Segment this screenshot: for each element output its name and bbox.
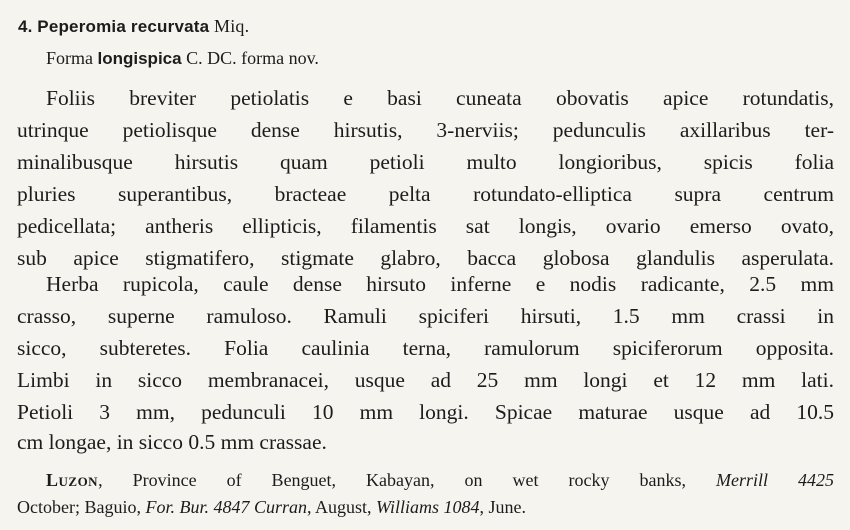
description-line: sicco, subteretes. Folia caulinia terna, ramulorum spiciferorum opposita. bbox=[17, 336, 834, 360]
latin-line: utrinque petiolisque dense hirsutis, 3-nerviis; pedunculis axillaribus ter- bbox=[17, 118, 834, 142]
species-author: Miq. bbox=[213, 16, 250, 36]
latin-line: Foliis breviter petiolatis e basi cuneata obovatis apice rotundatis, bbox=[46, 86, 834, 110]
forma-name: longispica bbox=[97, 49, 182, 68]
species-heading bbox=[18, 16, 249, 37]
forma-heading bbox=[46, 48, 319, 69]
description-line: crasso, superne ramuloso. Ramuli spiciferi hirsuti, 1.5 mm crassi in bbox=[17, 304, 834, 328]
description-line: Herba rupicola, caule dense hirsuto inferne e nodis radicante, 2.5 mm bbox=[46, 272, 834, 296]
citation-text: October; Baguio, bbox=[17, 497, 141, 517]
latin-line: minalibusque hirsutis quam petioli multo longioribus, spicis folia bbox=[17, 150, 834, 174]
citation-text: , Province of Benguet, Kabayan, on wet rocky banks, bbox=[98, 470, 686, 490]
species-number: 4. bbox=[18, 17, 33, 36]
latin-line: sub apice stigmatifero, stigmate glabro, bacca globosa glandulis asperulata. bbox=[17, 246, 834, 270]
species-name: Peperomia recurvata bbox=[37, 17, 210, 36]
citation-text: , August, bbox=[307, 497, 372, 517]
collector-number: Merrill 4425 bbox=[716, 470, 835, 490]
description-line: Limbi in sicco membranacei, usque ad 25 mm longi et 12 mm lati. bbox=[17, 368, 834, 392]
description-line: Petioli 3 mm, pedunculi 10 mm longi. Spicae maturae usque ad 10.5 bbox=[17, 400, 834, 424]
citation-line bbox=[46, 468, 834, 492]
citation-locality: Luzon bbox=[46, 470, 99, 490]
citation-line bbox=[17, 495, 834, 519]
latin-line: pedicellata; antheris ellipticis, filamentis sat longis, ovario emerso ovato, bbox=[17, 214, 834, 238]
forma-prefix: Forma bbox=[46, 48, 93, 68]
collector-number: For. Bur. 4847 Curran bbox=[145, 497, 308, 517]
collector-number: Williams 1084 bbox=[376, 497, 480, 517]
citation-text: , June. bbox=[479, 497, 527, 517]
forma-suffix: C. DC. forma nov. bbox=[186, 48, 319, 68]
description-line: cm longae, in sicco 0.5 mm crassae. bbox=[17, 430, 327, 454]
latin-line: pluries superantibus, bracteae pelta rotundato-elliptica supra centrum bbox=[17, 182, 834, 206]
